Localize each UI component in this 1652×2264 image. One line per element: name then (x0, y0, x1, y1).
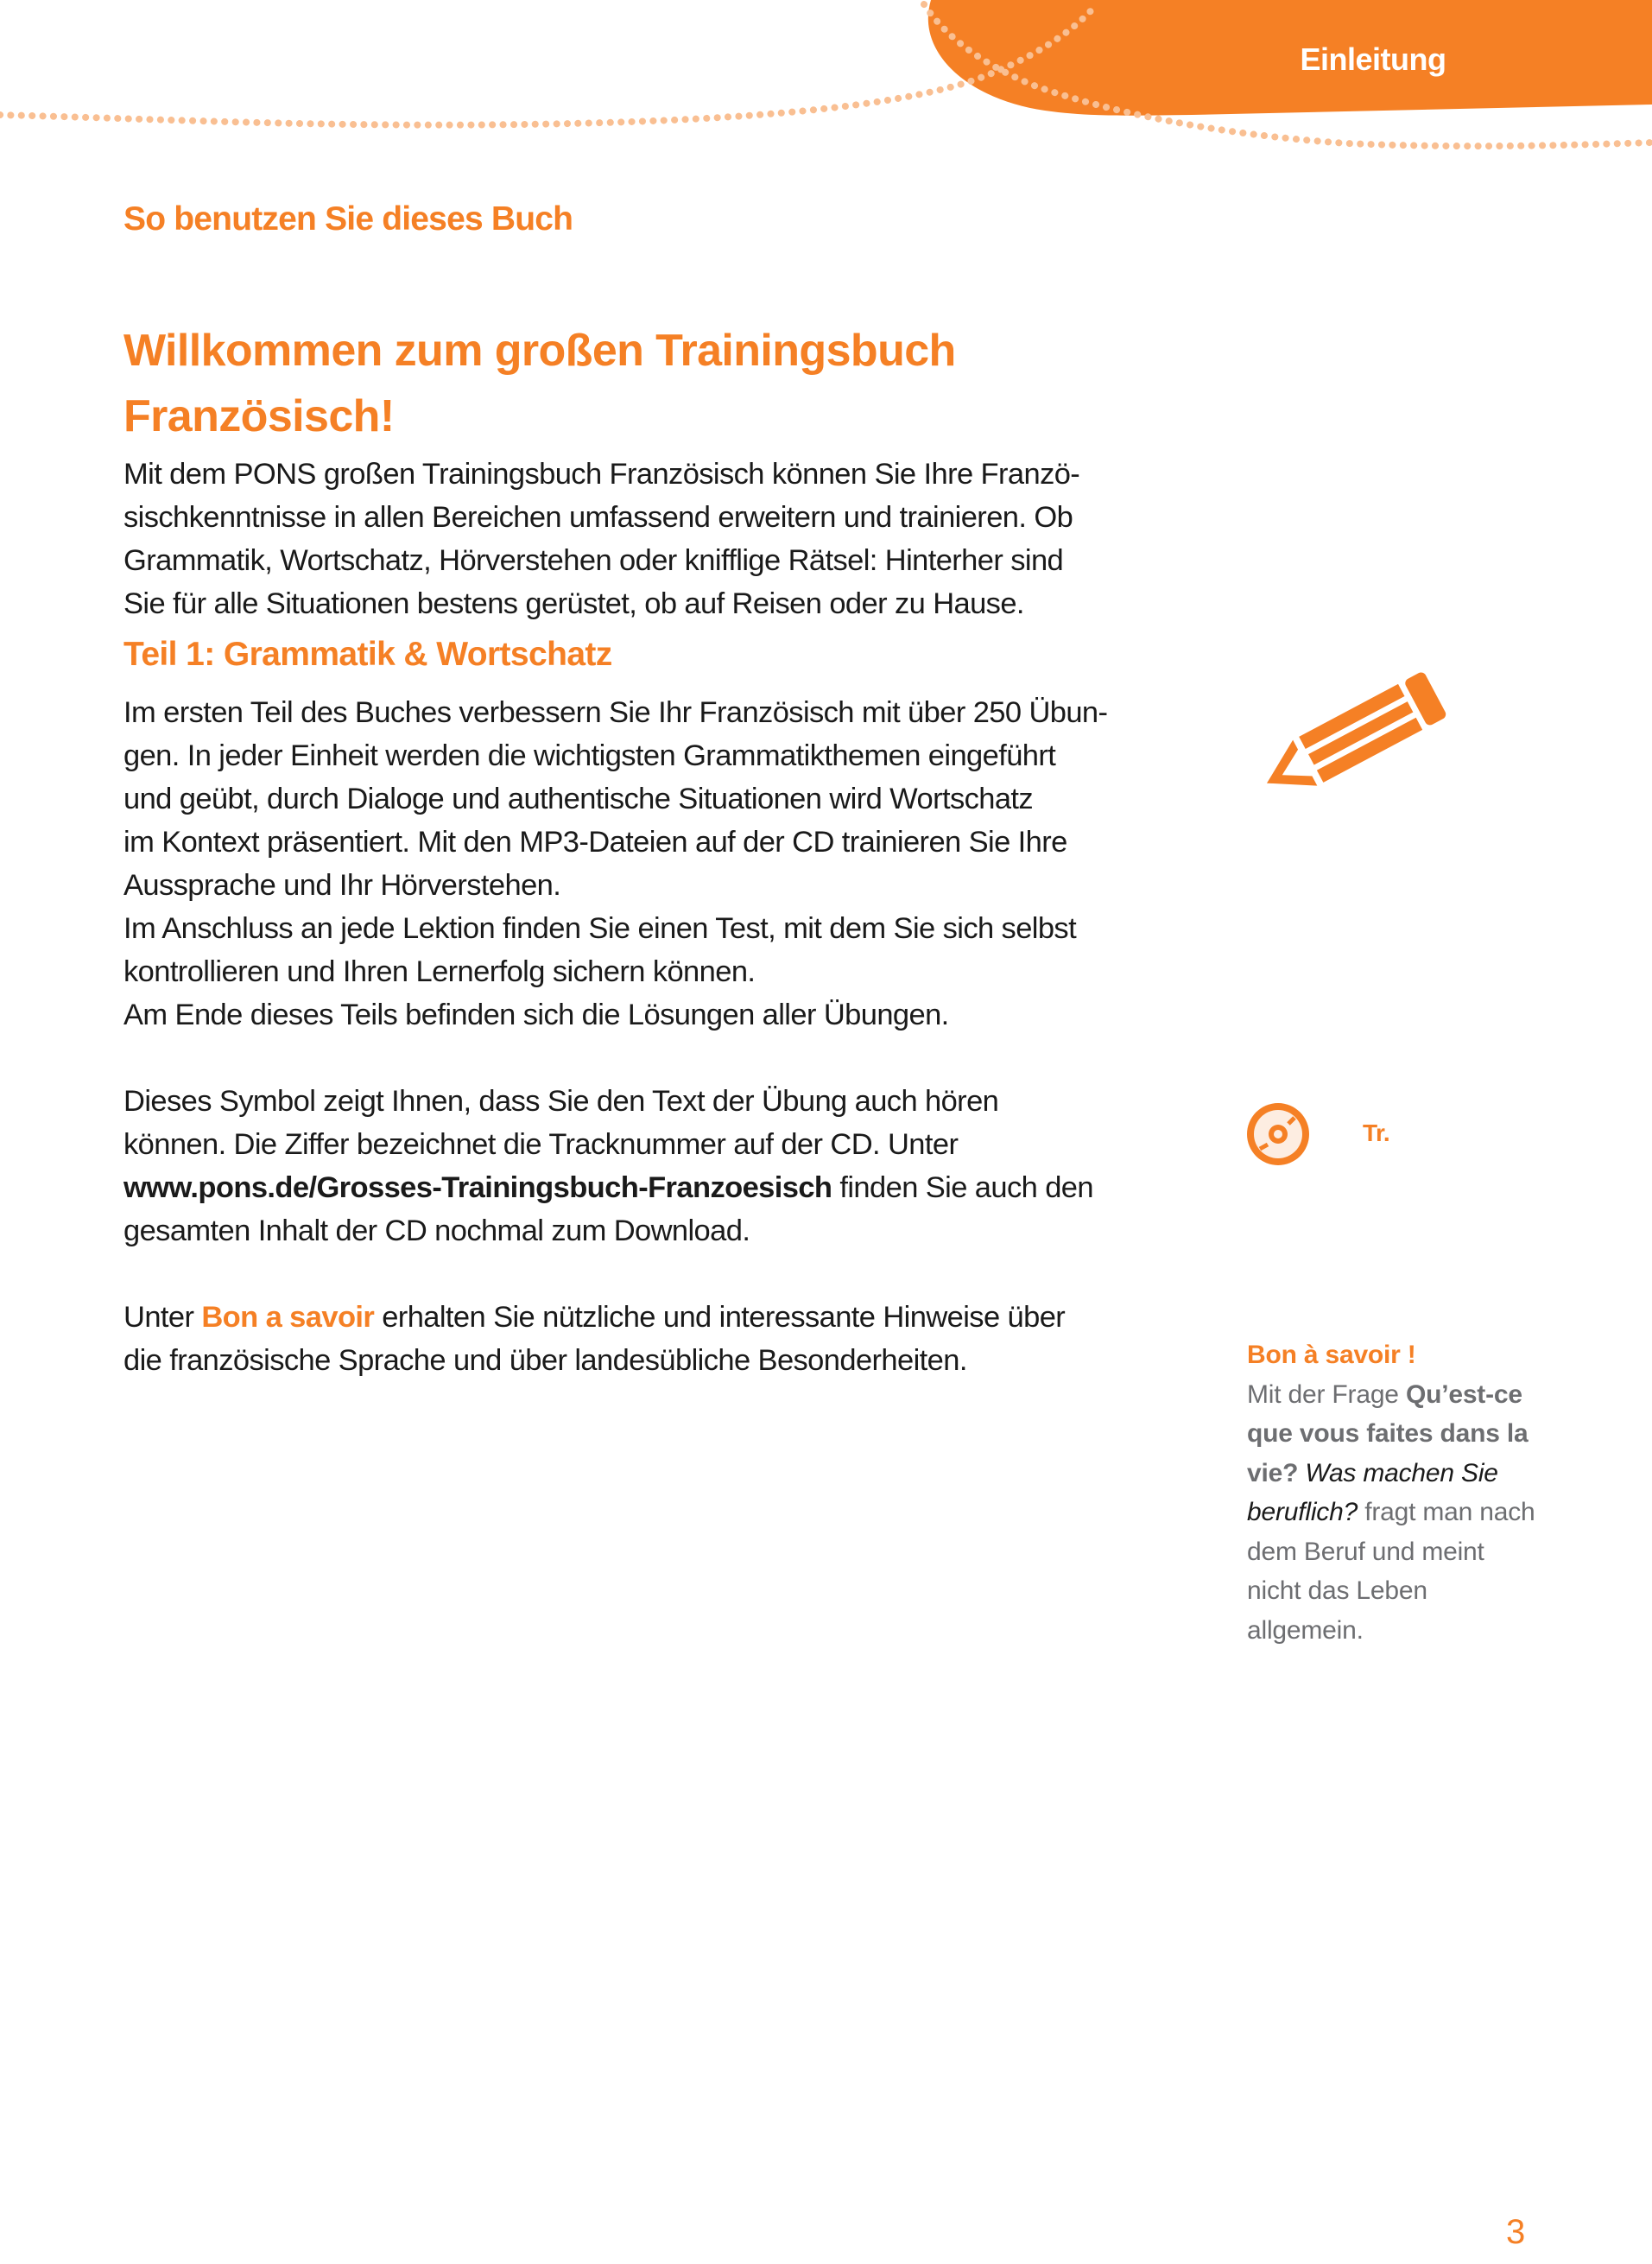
bon-a-savoir-note: Bon à savoir ! Mit der Frage Qu’est-ce que vous faites dans la vie? Was machen Sie beruflich? fragt man nach dem Beruf und meint nicht das Leben allgemein. (1247, 1335, 1541, 1650)
download-url-link[interactable]: www.pons.de/Grosses-Trainingsbuch-Franzoesisch (123, 1171, 832, 1204)
intro-paragraph: Mit dem PONS großen Trainingsbuch Französisch können Sie Ihre Franzö- sischkenntnisse in allen Bereichen umfassend erweitern und trainieren. Ob Grammatik, Wortschatz, Hörverstehen oder knifflige Rätsel: Hinterher sind Sie für alle Situationen bestens gerüstet, ob auf Reisen oder zu Hause. (123, 458, 1080, 620)
note-german-translation: Was machen Sie beruflich? (1247, 1458, 1498, 1526)
track-label: Tr. (1363, 1119, 1390, 1146)
part1-paragraph: Im ersten Teil des Buches verbessern Sie Ihr Französisch mit über 250 Übun- gen. In jeder Einheit werden die wichtigsten Grammatikthemen eingeführt und geübt, durch Dialoge und authentische Situationen wird Wortschatz im Kontext präsentiert. Mit den MP3-Dateien auf der CD trainieren Sie Ihre Aussprache und Ihr Hörverstehen. Im Anschluss an jede Lektion finden Sie einen Test, mit dem Sie sich selbst kontrollieren und Ihren Lernerfolg sichern können. Am Ende dieses Teils befinden sich die Lösungen aller Übungen. (123, 696, 1108, 1031)
title-line-1: Willkommen zum großen Trainingsbuch (123, 326, 956, 376)
note-heading: Bon à savoir ! (1247, 1341, 1416, 1369)
bon-a-savoir-paragraph: Unter Bon a savoir erhalten Sie nützliche und interessante Hinweise über die französische Sprache und über landesübliche Besonderheiten. (123, 1301, 1066, 1377)
main-column (123, 318, 1220, 1382)
cd-paragraph: Dieses Symbol zeigt Ihnen, dass Sie den Text der Übung auch hören können. Die Ziffer bezeichnet die Tracknummer auf der CD. Unter www.pons.de/Grosses-Trainingsbuch-Franzoesisch finden Sie auch den gesamten Inhalt der CD nochmal zum Download. (123, 1085, 1093, 1247)
page-number: 3 (1506, 2213, 1526, 2251)
chapter-tab-label: Einleitung (1300, 41, 1446, 77)
bon-a-savoir-highlight: Bon a savoir (201, 1301, 375, 1334)
note-french-phrase: Qu’est-ce que vous faites dans la vie? (1247, 1379, 1529, 1487)
header-decoration (0, 0, 1652, 173)
section-kicker: So benutzen Sie dieses Buch (123, 200, 573, 238)
pencil-icon (1242, 660, 1449, 790)
part1-heading: Teil 1: Grammatik & Wortschatz (123, 636, 612, 673)
page-title (123, 318, 1220, 449)
title-line-2: Französisch! (123, 391, 395, 441)
cd-icon (1244, 1100, 1313, 1169)
